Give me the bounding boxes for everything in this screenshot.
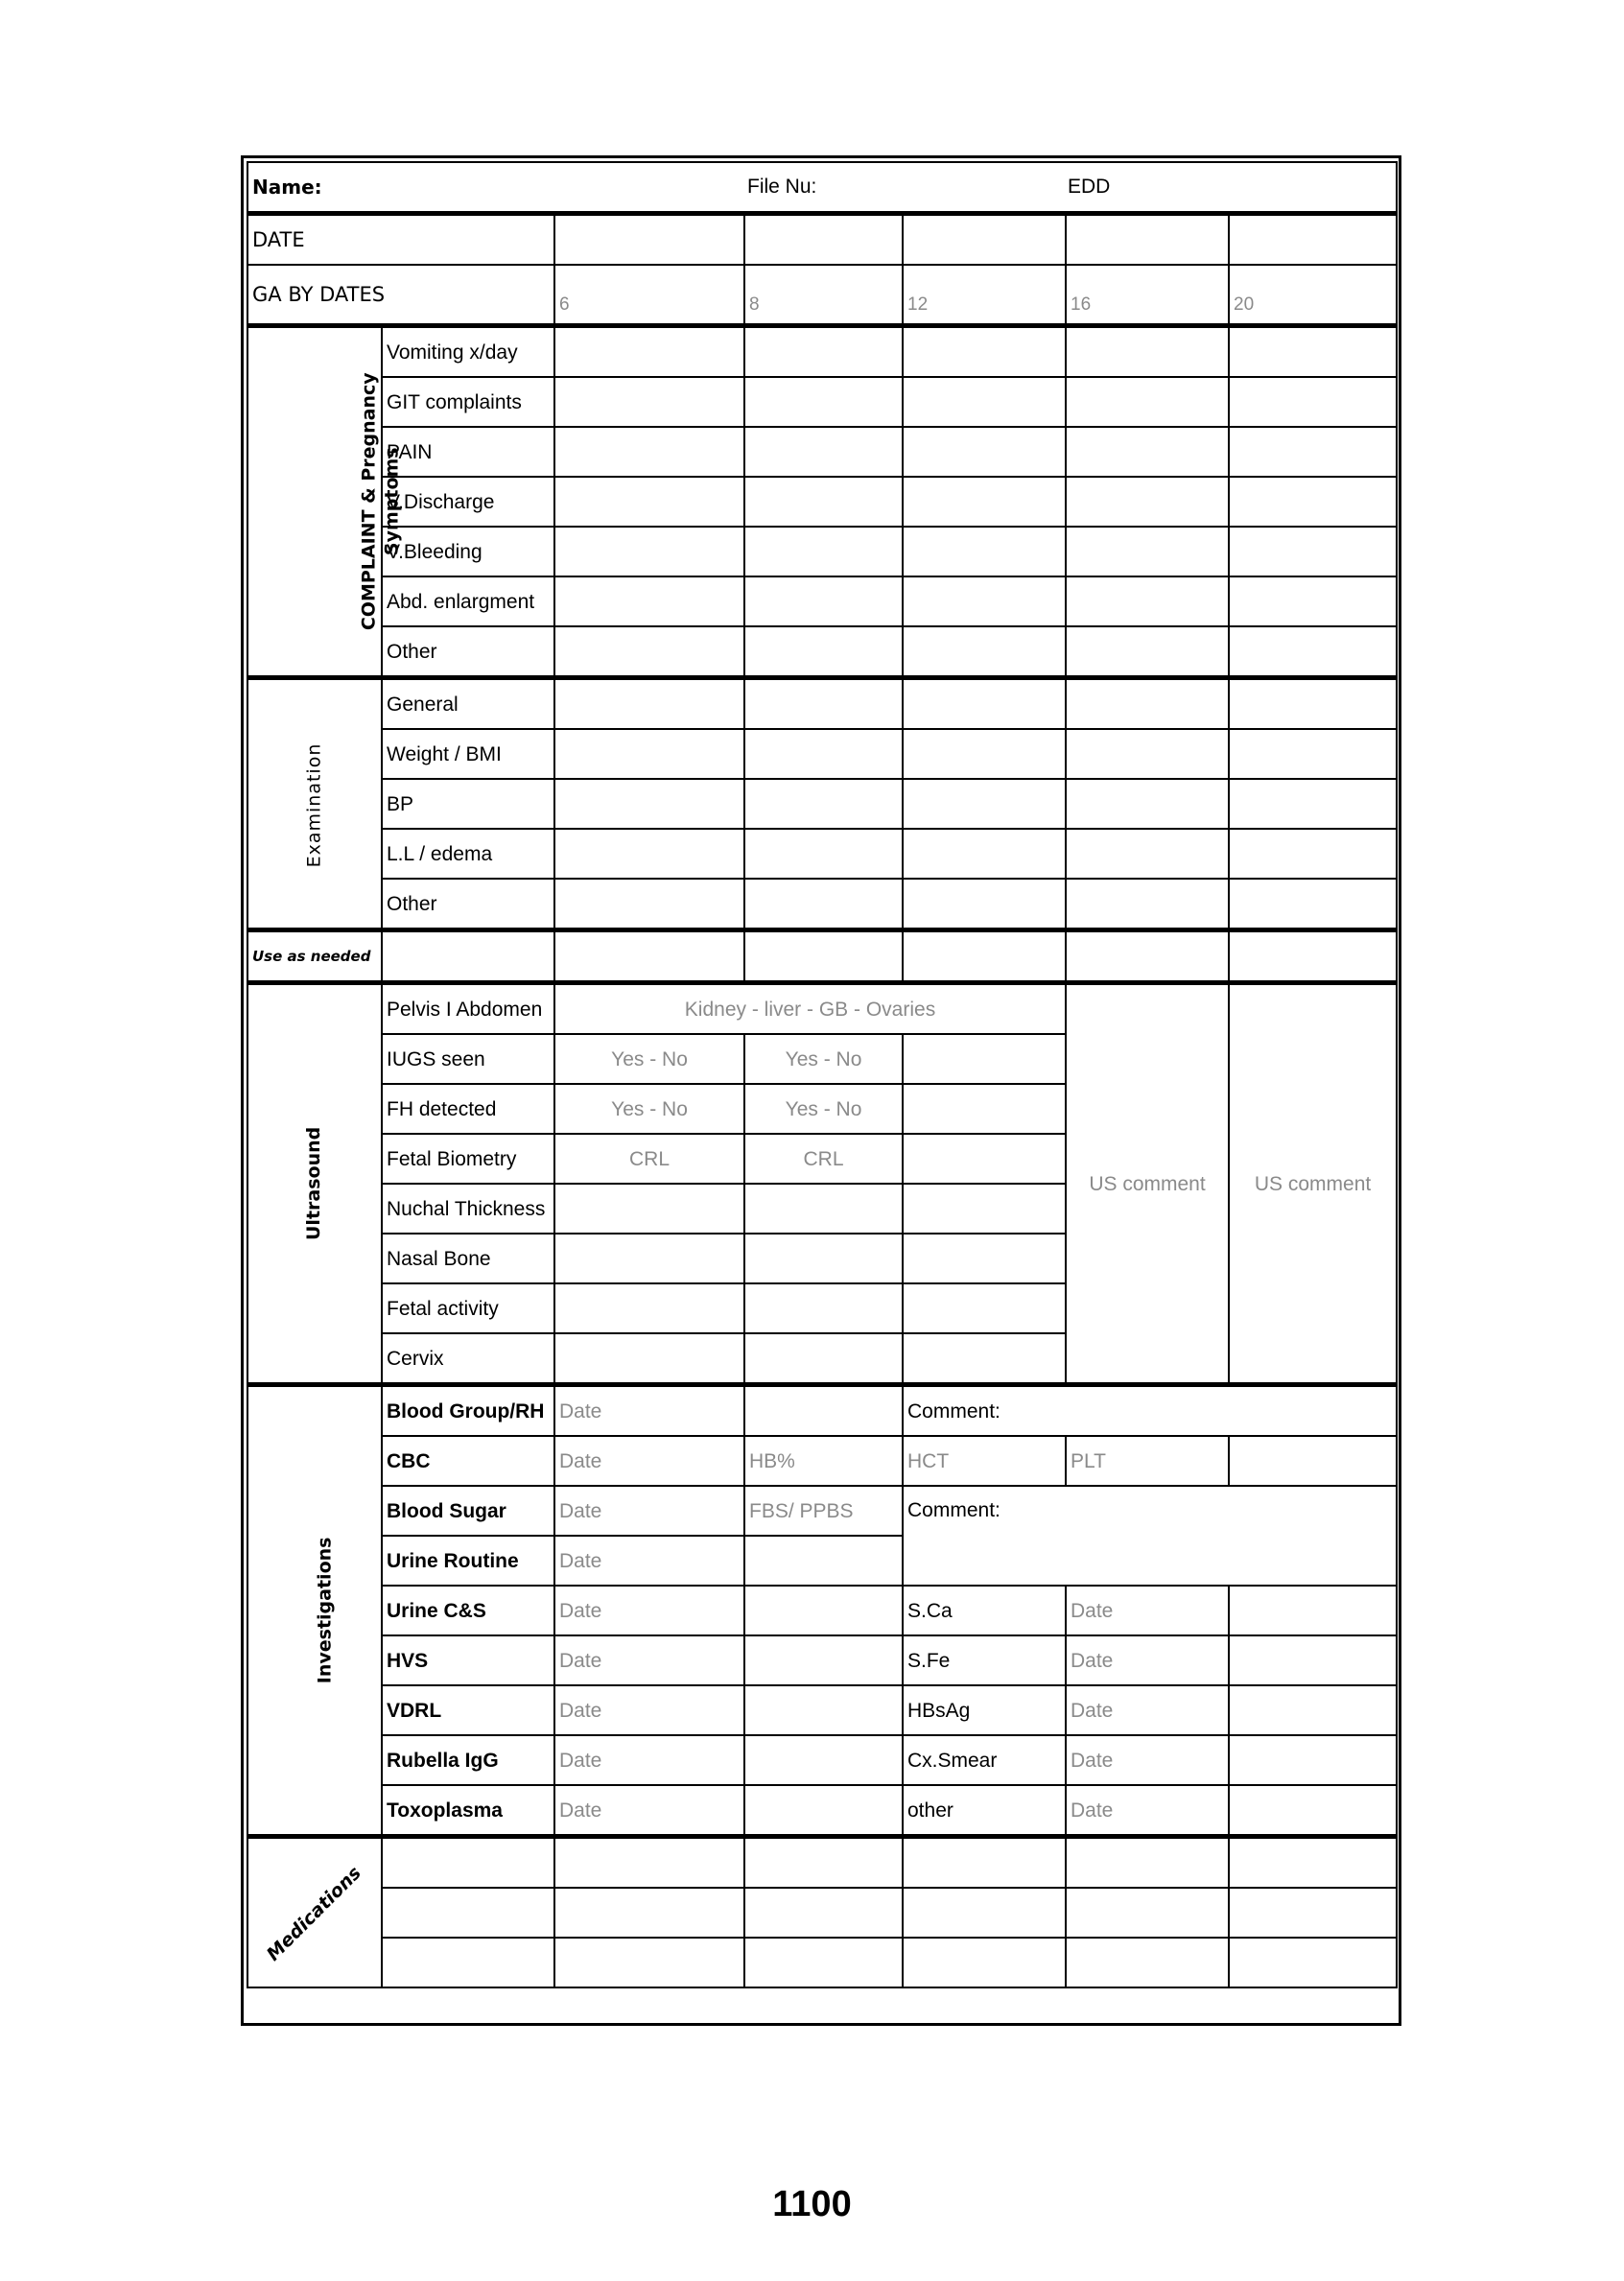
entry-cell[interactable] [903, 1837, 1066, 1889]
yes-no-cell[interactable]: Yes - No [554, 1034, 744, 1084]
entry-cell[interactable] [1066, 527, 1229, 576]
exam-label: Weight / BMI [382, 729, 554, 779]
hb-cell[interactable]: HB% [744, 1436, 903, 1486]
entry-cell[interactable] [903, 427, 1066, 477]
entry-cell[interactable] [1229, 527, 1397, 576]
entry-cell[interactable] [1229, 1785, 1397, 1837]
entry-cell[interactable] [1229, 326, 1397, 378]
entry-cell[interactable] [1229, 930, 1397, 983]
complaints-title-line2: Symptoms [381, 447, 403, 556]
entry-cell[interactable] [744, 729, 903, 779]
entry-cell[interactable] [744, 1635, 903, 1685]
entry-cell[interactable] [903, 1234, 1066, 1283]
extra-test-label: Cx.Smear [903, 1735, 1066, 1785]
ga-week: 12 [903, 265, 1066, 326]
name-label: Name: [252, 175, 322, 199]
entry-cell[interactable] [903, 326, 1066, 378]
plt-cell[interactable]: PLT [1066, 1436, 1229, 1486]
entry-cell[interactable] [744, 427, 903, 477]
entry-cell[interactable] [903, 1034, 1066, 1084]
entry-cell[interactable] [554, 1837, 744, 1889]
entry-cell[interactable] [744, 377, 903, 427]
entry-cell[interactable] [554, 930, 744, 983]
entry-cell[interactable] [903, 729, 1066, 779]
ultrasound-label: IUGS seen [382, 1034, 554, 1084]
ga-week: 6 [554, 265, 744, 326]
entry-cell[interactable] [554, 879, 744, 930]
investigation-label: VDRL [382, 1685, 554, 1735]
date-hint[interactable]: Date [554, 1385, 744, 1437]
investigation-row [247, 1735, 1397, 1785]
entry-cell[interactable] [1066, 779, 1229, 829]
entry-cell[interactable] [554, 576, 744, 626]
ultrasound-label: Fetal Biometry [382, 1134, 554, 1184]
investigation-label: Blood Sugar [382, 1486, 554, 1536]
entry-cell[interactable] [554, 1184, 744, 1234]
entry-cell[interactable] [554, 377, 744, 427]
entry-cell[interactable] [1229, 1888, 1397, 1938]
ultrasound-title: Ultrasound [303, 1126, 325, 1241]
use-as-needed-label: Use as needed [247, 930, 382, 983]
entry-cell[interactable] [903, 1938, 1066, 1987]
entry-cell[interactable] [1229, 1837, 1397, 1889]
entry-cell[interactable] [554, 626, 744, 678]
entry-cell[interactable] [744, 829, 903, 879]
examination-title: Examination [303, 742, 325, 867]
entry-cell[interactable] [554, 1283, 744, 1333]
entry-cell[interactable] [1229, 1938, 1397, 1987]
medication-row [247, 1938, 1397, 1987]
extra-test-label: S.Ca [903, 1586, 1066, 1635]
use-as-needed-row [247, 930, 1397, 983]
entry-cell[interactable] [554, 427, 744, 477]
entry-cell[interactable] [1066, 930, 1229, 983]
date-hint[interactable]: Date [1066, 1735, 1229, 1785]
entry-cell[interactable] [1066, 377, 1229, 427]
entry-cell[interactable] [1229, 779, 1397, 829]
entry-cell[interactable] [382, 1938, 554, 1987]
exam-label: General [382, 678, 554, 730]
comment-label[interactable]: Comment: [903, 1385, 1397, 1437]
entry-cell[interactable] [1066, 477, 1229, 527]
yes-no-cell[interactable]: Yes - No [744, 1084, 903, 1134]
investigation-row [247, 1586, 1397, 1635]
entry-cell[interactable] [1066, 829, 1229, 879]
complaint-row [247, 527, 1397, 576]
investigation-row [247, 1785, 1397, 1837]
complaint-label: V.Bleeding [382, 527, 554, 576]
date-hint[interactable]: Date [554, 1586, 744, 1635]
ultrasound-row [247, 983, 1397, 1035]
entry-cell[interactable] [554, 779, 744, 829]
ga-label: GA BY DATES [247, 265, 554, 326]
exam-label: L.L / edema [382, 829, 554, 879]
entry-cell[interactable] [1066, 626, 1229, 678]
ga-week: 16 [1066, 265, 1229, 326]
entry-cell[interactable] [744, 1938, 903, 1987]
ultrasound-label: Nasal Bone [382, 1234, 554, 1283]
entry-cell[interactable] [1229, 1635, 1397, 1685]
entry-cell[interactable] [903, 1184, 1066, 1234]
antenatal-form [247, 161, 1398, 1988]
exam-row [247, 879, 1397, 930]
exam-row [247, 829, 1397, 879]
ultrasound-label: Pelvis I Abdomen [382, 983, 554, 1035]
entry-cell[interactable] [382, 930, 554, 983]
complaint-row [247, 377, 1397, 427]
complaint-label: GIT complaints [382, 377, 554, 427]
date-hint[interactable]: Date [554, 1486, 744, 1536]
ga-week: 8 [744, 265, 903, 326]
entry-cell[interactable] [554, 1938, 744, 1987]
investigation-row [247, 1385, 1397, 1437]
exam-row [247, 779, 1397, 829]
entry-cell[interactable] [554, 729, 744, 779]
investigation-label: Rubella IgG [382, 1735, 554, 1785]
entry-cell[interactable] [744, 527, 903, 576]
entry-cell[interactable] [1229, 1685, 1397, 1735]
medication-row [247, 1837, 1397, 1889]
date-cell[interactable] [903, 214, 1066, 266]
entry-cell[interactable] [903, 829, 1066, 879]
extra-test-label: S.Fe [903, 1635, 1066, 1685]
date-hint[interactable]: Date [554, 1436, 744, 1486]
date-hint[interactable]: Date [1066, 1586, 1229, 1635]
investigation-row [247, 1486, 1397, 1536]
entry-cell[interactable] [1229, 576, 1397, 626]
entry-cell[interactable] [903, 626, 1066, 678]
complaint-label: Abd. enlargment [382, 576, 554, 626]
entry-cell[interactable] [903, 1333, 1066, 1385]
date-cell[interactable] [1229, 214, 1397, 266]
entry-cell[interactable] [554, 1333, 744, 1385]
exam-row [247, 729, 1397, 779]
page-number: 1100 [772, 2184, 852, 2224]
investigation-row [247, 1685, 1397, 1735]
complaint-row [247, 576, 1397, 626]
date-hint[interactable]: Date [1066, 1685, 1229, 1735]
ultrasound-label: Nuchal Thickness [382, 1184, 554, 1234]
entry-cell[interactable] [1229, 1586, 1397, 1635]
complaints-title-line1: COMPLAINT & Pregnancy [358, 372, 380, 631]
complaint-row [247, 626, 1397, 678]
entry-cell[interactable] [744, 1333, 903, 1385]
entry-cell[interactable] [744, 1735, 903, 1785]
investigation-label: HVS [382, 1635, 554, 1685]
entry-cell[interactable] [903, 879, 1066, 930]
investigations-section-label [247, 1385, 382, 1837]
complaint-label: Other [382, 626, 554, 678]
investigation-label: Blood Group/RH [382, 1385, 554, 1437]
complaint-label: PAIN [382, 427, 554, 477]
date-hint[interactable]: Date [1066, 1635, 1229, 1685]
investigation-label: Urine C&S [382, 1586, 554, 1635]
entry-cell[interactable] [554, 1234, 744, 1283]
medications-title: Medications [263, 1862, 366, 1965]
entry-cell[interactable] [1066, 1837, 1229, 1889]
entry-cell[interactable] [1066, 879, 1229, 930]
exam-label: BP [382, 779, 554, 829]
entry-cell[interactable] [744, 576, 903, 626]
date-hint[interactable]: Date [554, 1536, 744, 1586]
edd-label: EDD [1068, 176, 1111, 198]
entry-cell[interactable] [744, 626, 903, 678]
date-hint[interactable]: Date [554, 1635, 744, 1685]
us-comment-cell[interactable]: US comment [1066, 983, 1229, 1385]
entry-cell[interactable] [903, 477, 1066, 527]
entry-cell[interactable] [744, 678, 903, 730]
entry-cell[interactable] [744, 1586, 903, 1635]
entry-cell[interactable] [744, 1785, 903, 1837]
entry-cell[interactable] [744, 930, 903, 983]
entry-cell[interactable] [1229, 427, 1397, 477]
header-row [247, 162, 1397, 214]
ultrasound-label: Fetal activity [382, 1283, 554, 1333]
date-hint[interactable]: Date [554, 1685, 744, 1735]
entry-cell[interactable] [1066, 576, 1229, 626]
entry-cell[interactable] [903, 527, 1066, 576]
fbs-cell[interactable]: FBS/ PPBS [744, 1486, 903, 1536]
entry-cell[interactable] [744, 879, 903, 930]
entry-cell[interactable] [1229, 879, 1397, 930]
entry-cell[interactable] [744, 477, 903, 527]
entry-cell[interactable] [554, 527, 744, 576]
complaint-row [247, 477, 1397, 527]
entry-cell[interactable] [744, 1837, 903, 1889]
exam-label: Other [382, 879, 554, 930]
file-number-label: File Nu: [747, 176, 817, 198]
patient-header [247, 162, 1397, 214]
entry-cell[interactable] [903, 1134, 1066, 1184]
entry-cell[interactable] [1066, 1888, 1229, 1938]
date-hint[interactable]: Date [1066, 1785, 1229, 1837]
ultrasound-section-label [247, 983, 382, 1385]
medication-row [247, 1888, 1397, 1938]
investigation-label: Urine Routine [382, 1536, 554, 1586]
yes-no-cell[interactable]: Yes - No [744, 1034, 903, 1084]
complaint-label: Vomiting x/day [382, 326, 554, 378]
hct-cell[interactable]: HCT [903, 1436, 1066, 1486]
pelvis-hint[interactable]: Kidney - liver - GB - Ovaries [554, 983, 1066, 1035]
entry-cell[interactable] [1229, 678, 1397, 730]
entry-cell[interactable] [554, 829, 744, 879]
entry-cell[interactable] [903, 1888, 1066, 1938]
date-row [247, 214, 1397, 266]
crl-cell[interactable]: CRL [744, 1134, 903, 1184]
entry-cell[interactable] [903, 1084, 1066, 1134]
entry-cell[interactable] [382, 1888, 554, 1938]
entry-cell[interactable] [744, 1385, 903, 1437]
entry-cell[interactable] [744, 1685, 903, 1735]
entry-cell[interactable] [1066, 427, 1229, 477]
entry-cell[interactable] [382, 1837, 554, 1889]
ultrasound-label: Cervix [382, 1333, 554, 1385]
date-label: DATE [247, 214, 554, 266]
date-cell[interactable] [1066, 214, 1229, 266]
us-comment-cell[interactable]: US comment [1229, 983, 1397, 1385]
date-hint[interactable]: Date [554, 1785, 744, 1837]
entry-cell[interactable] [554, 477, 744, 527]
date-hint[interactable]: Date [554, 1735, 744, 1785]
ga-week: 20 [1229, 265, 1397, 326]
investigation-row [247, 1436, 1397, 1486]
investigation-label: CBC [382, 1436, 554, 1486]
entry-cell[interactable] [554, 1888, 744, 1938]
entry-cell[interactable] [1229, 1735, 1397, 1785]
entry-cell[interactable] [1066, 729, 1229, 779]
entry-cell[interactable] [744, 779, 903, 829]
investigation-label: Toxoplasma [382, 1785, 554, 1837]
entry-cell[interactable] [1229, 377, 1397, 427]
entry-cell[interactable] [1229, 477, 1397, 527]
medications-section-label [247, 1837, 382, 1988]
entry-cell[interactable] [744, 1283, 903, 1333]
entry-cell[interactable] [744, 1536, 903, 1586]
entry-cell[interactable] [1229, 1436, 1397, 1486]
extra-test-label: other [903, 1785, 1066, 1837]
entry-cell[interactable] [1066, 1938, 1229, 1987]
crl-cell[interactable]: CRL [554, 1134, 744, 1184]
entry-cell[interactable] [1066, 678, 1229, 730]
examination-section-label [247, 678, 382, 930]
entry-cell[interactable] [903, 779, 1066, 829]
entry-cell[interactable] [744, 1184, 903, 1234]
entry-cell[interactable] [903, 1283, 1066, 1333]
complaint-row [247, 326, 1397, 378]
complaint-label: V.Discharge [382, 477, 554, 527]
entry-cell[interactable] [903, 377, 1066, 427]
entry-cell[interactable] [1229, 729, 1397, 779]
entry-cell[interactable] [744, 1234, 903, 1283]
entry-cell[interactable] [744, 1888, 903, 1938]
investigation-row [247, 1635, 1397, 1685]
investigations-title: Investigations [314, 1537, 336, 1684]
entry-cell[interactable] [1229, 626, 1397, 678]
yes-no-cell[interactable]: Yes - No [554, 1084, 744, 1134]
entry-cell[interactable] [744, 326, 903, 378]
date-cell[interactable] [744, 214, 903, 266]
entry-cell[interactable] [554, 678, 744, 730]
comment-label[interactable]: Comment: [903, 1486, 1397, 1586]
ga-row [247, 265, 1397, 326]
entry-cell[interactable] [903, 576, 1066, 626]
entry-cell[interactable] [1229, 829, 1397, 879]
complaint-row [247, 427, 1397, 477]
entry-cell[interactable] [1066, 326, 1229, 378]
extra-test-label: HBsAg [903, 1685, 1066, 1735]
entry-cell[interactable] [903, 930, 1066, 983]
entry-cell[interactable] [903, 678, 1066, 730]
entry-cell[interactable] [554, 326, 744, 378]
complaints-section-label [247, 326, 403, 678]
date-cell[interactable] [554, 214, 744, 266]
exam-row [247, 678, 1397, 730]
ultrasound-label: FH detected [382, 1084, 554, 1134]
